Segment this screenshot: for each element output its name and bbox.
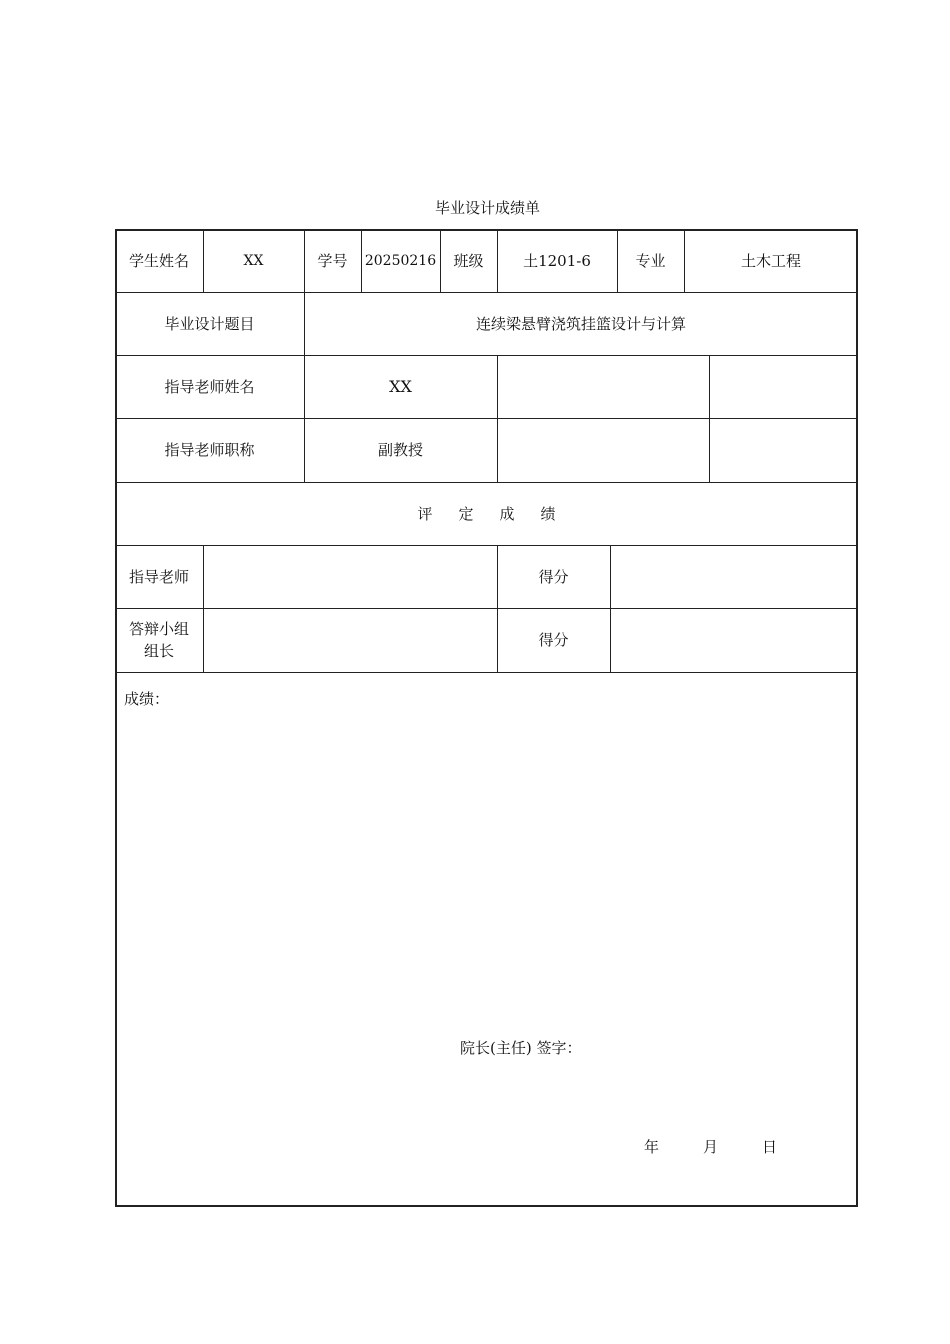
defense-score-label: 得分 (538, 631, 569, 649)
class-value: 土1201-6 (523, 252, 591, 270)
advisor-score-field[interactable] (610, 545, 858, 609)
student-id-label: 学号 (317, 252, 348, 270)
defense-score-field[interactable] (610, 608, 858, 672)
defense-leader-label-line2: 组长 (143, 642, 174, 660)
defense-comment-field[interactable] (203, 608, 497, 672)
student-name-value: XX (243, 253, 264, 269)
advisor-label: 指导老师 (128, 568, 189, 586)
column-divider (709, 355, 710, 482)
advisor-name-label: 指导老师姓名 (164, 378, 255, 396)
document-title: 毕业设计成绩单 (434, 199, 540, 217)
advisor-title-label: 指导老师职称 (164, 441, 255, 459)
topic-value: 连续梁悬臂浇筑挂篮设计与计算 (475, 315, 686, 333)
advisor-comment-field[interactable] (203, 545, 497, 609)
evaluation-heading-char: 绩 (540, 505, 556, 523)
advisor-name-value: XX (389, 377, 412, 396)
evaluation-heading-char: 定 (458, 505, 474, 523)
column-divider (497, 355, 498, 482)
student-id-value: 20250216 (364, 253, 437, 269)
defense-leader-label (115, 608, 203, 672)
evaluation-heading-char: 成 (499, 505, 515, 523)
row-divider (115, 672, 858, 673)
major-label: 专业 (635, 252, 666, 270)
class-label: 班级 (453, 252, 484, 270)
major-value: 土木工程 (740, 252, 801, 270)
topic-label: 毕业设计题目 (164, 315, 255, 333)
advisor-title-value: 副教授 (377, 441, 423, 459)
student-name-label: 学生姓名 (128, 252, 189, 270)
defense-leader-label-line1: 答辩小组 (128, 620, 189, 638)
grade-label: 成绩： (124, 690, 170, 708)
advisor-score-label: 得分 (538, 568, 569, 586)
dean-signature-label: 院长(主任) 签字： (460, 1039, 582, 1057)
evaluation-heading-char: 评 (417, 505, 433, 523)
date-month-label: 月 (703, 1138, 719, 1156)
date-day-label: 日 (762, 1138, 778, 1156)
date-year-label: 年 (644, 1138, 660, 1156)
evaluation-heading (115, 482, 858, 546)
